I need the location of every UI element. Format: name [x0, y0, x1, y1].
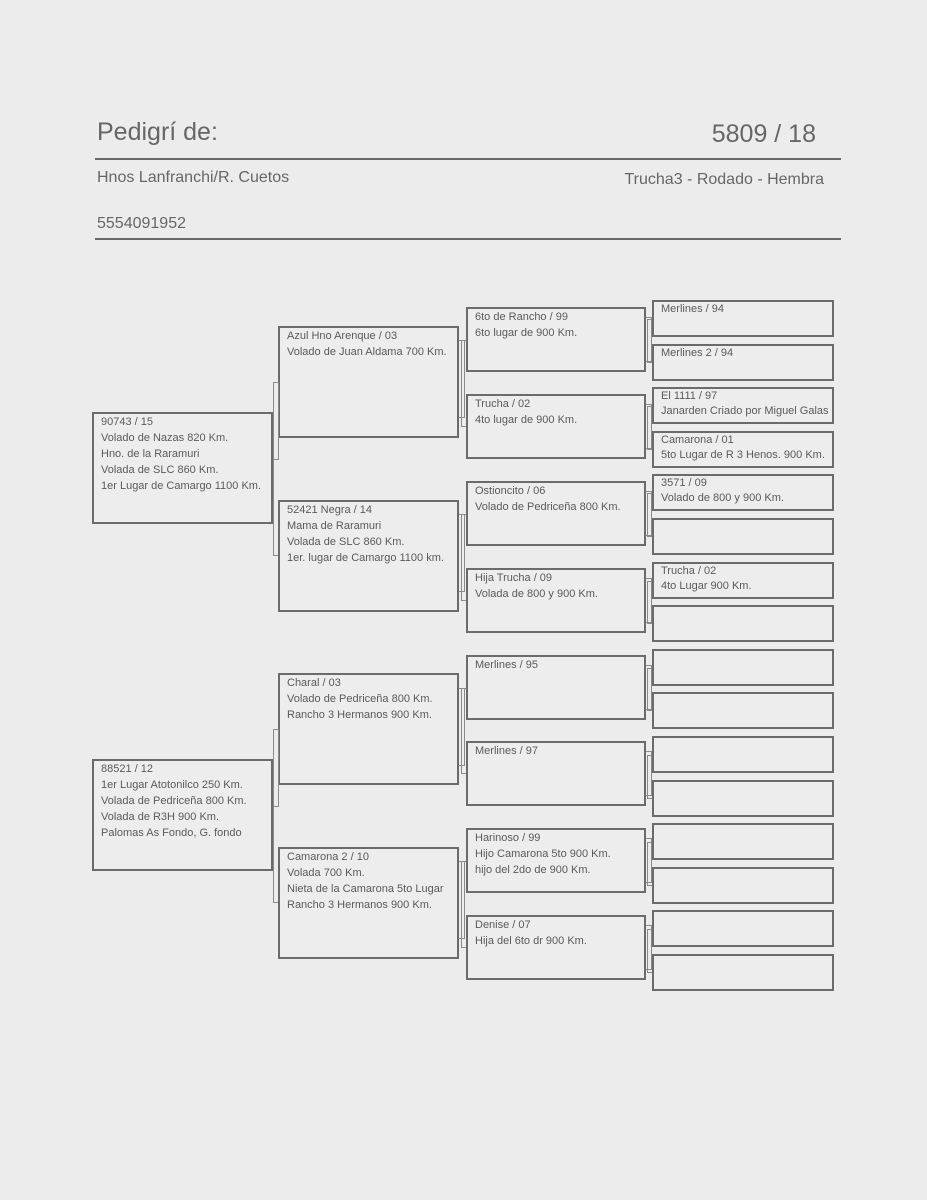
bird-name: 90743 / 15	[101, 416, 153, 428]
bird-name: Camarona / 01	[661, 434, 734, 446]
bird-note: Volado de Pedriceña 800 Km.	[475, 501, 621, 513]
bird-note: Volado de Juan Aldama 700 Km.	[287, 346, 447, 358]
great-grandparent-box	[466, 307, 646, 372]
bird-note: Volado de Nazas 820 Km.	[101, 432, 229, 444]
great-great-grandparent-box	[652, 562, 834, 599]
bird-note: Volada de Pedriceña 800 Km.	[101, 795, 247, 807]
bird-note: Rancho 3 Hermanos 900 Km.	[287, 709, 432, 721]
bird-note: Palomas As Fondo, G. fondo	[101, 827, 242, 839]
bird-name: 52421 Negra / 14	[287, 504, 373, 516]
bird-note: 5to Lugar de R 3 Henos. 900 Km.	[661, 449, 825, 461]
great-great-grandparent-box	[652, 867, 834, 904]
great-great-grandparent-box	[652, 431, 834, 468]
great-great-grandparent-box	[652, 518, 834, 555]
bird-note: hijo del 2do de 900 Km.	[475, 864, 591, 876]
bird-note: 1er Lugar de Camargo 1100 Km.	[101, 480, 261, 492]
connector-line	[647, 929, 652, 973]
great-great-grandparent-box	[652, 910, 834, 947]
bird-name: El 1111 / 97	[661, 390, 718, 402]
bird-name: Trucha / 02	[661, 565, 717, 577]
great-grandparent-box	[466, 481, 646, 546]
connector-line	[461, 861, 466, 948]
bird-note: 4to Lugar 900 Km.	[661, 580, 752, 592]
bird-name: Trucha / 02	[475, 398, 531, 410]
bird-note: Volado de Pedriceña 800 Km.	[287, 693, 433, 705]
ring-id: 5809 / 18	[711, 120, 816, 148]
connector-line	[647, 406, 652, 450]
bird-name: 3571 / 09	[661, 477, 707, 489]
bird-note: 1er Lugar Atotonilco 250 Km.	[101, 779, 243, 791]
bird-name: Merlines / 97	[475, 745, 538, 757]
bird-note: Volada 700 Km.	[287, 867, 365, 879]
great-great-grandparent-box	[652, 387, 834, 424]
bird-note: 4to lugar de 900 Km.	[475, 414, 578, 426]
great-great-grandparent-box	[652, 649, 834, 686]
bird-name: Harinoso / 99	[475, 832, 541, 844]
bird-name: Ostioncito / 06	[475, 485, 546, 497]
bird-name: Merlines 2 / 94	[661, 347, 734, 359]
bird-name: Hija Trucha / 09	[475, 572, 553, 584]
bird-note: 6to lugar de 900 Km.	[475, 327, 578, 339]
connector-line	[273, 729, 278, 903]
bird-note: Hija del 6to dr 900 Km.	[475, 935, 587, 947]
connector-line	[647, 668, 652, 711]
bird-note: Hno. de la Raramuri	[101, 448, 200, 460]
great-great-grandparent-box	[652, 954, 834, 991]
grandparent-box	[278, 673, 459, 785]
great-grandparent-box	[466, 394, 646, 459]
bird-note: Volada de SLC 860 Km.	[101, 464, 219, 476]
great-grandparent-box	[466, 568, 646, 633]
grandparent-box	[278, 847, 459, 959]
connector-line	[647, 493, 652, 537]
bird-name: 6to de Rancho / 99	[475, 311, 568, 323]
connector-line	[647, 581, 652, 624]
connector-line	[461, 688, 466, 774]
great-great-grandparent-box	[652, 736, 834, 773]
page-title: Pedigrí de:	[97, 118, 218, 146]
phone-number: 5554091952	[97, 215, 186, 232]
great-grandparent-box	[466, 915, 646, 980]
header-rule-bottom	[95, 238, 841, 240]
parent-box	[92, 759, 273, 871]
grandparent-box	[278, 500, 459, 612]
great-grandparent-box	[466, 741, 646, 806]
bird-note: Volada de 800 y 900 Km.	[475, 588, 598, 600]
bird-name: 88521 / 12	[101, 763, 153, 775]
bird-name: Charal / 03	[287, 677, 341, 689]
bird-note: 1er. lugar de Camargo 1100 km.	[287, 552, 444, 564]
bird-note: Volada de SLC 860 Km.	[287, 536, 405, 548]
great-grandparent-box	[466, 828, 646, 893]
bird-name: Merlines / 94	[661, 303, 724, 315]
grandparent-box	[278, 326, 459, 438]
connector-line	[647, 755, 652, 799]
great-great-grandparent-box	[652, 300, 834, 337]
bird-note: Volado de 800 y 900 Km.	[661, 492, 784, 504]
connector-line	[647, 842, 652, 886]
great-great-grandparent-box	[652, 605, 834, 642]
connector-line	[461, 340, 466, 427]
bird-note: Nieta de la Camarona 5to Lugar	[287, 883, 444, 895]
great-great-grandparent-box	[652, 344, 834, 381]
bird-note: Janarden Criado por Miguel Galas	[661, 405, 829, 417]
great-great-grandparent-box	[652, 692, 834, 729]
great-great-grandparent-box	[652, 474, 834, 511]
parent-box	[92, 412, 273, 524]
owner-name: Hnos Lanfranchi/R. Cuetos	[97, 169, 290, 186]
great-great-grandparent-box	[652, 823, 834, 860]
bird-name: Merlines / 95	[475, 659, 538, 671]
bird-note: Rancho 3 Hermanos 900 Km.	[287, 899, 432, 911]
bird-note: Mama de Raramuri	[287, 520, 382, 532]
connector-line	[461, 514, 466, 601]
bird-note: Hijo Camarona 5to 900 Km.	[475, 848, 611, 860]
bird-name: Denise / 07	[475, 919, 531, 931]
bird-note: Volada de R3H 900 Km.	[101, 811, 220, 823]
header-rule-top	[95, 158, 841, 160]
bird-name: Camarona 2 / 10	[287, 851, 369, 863]
great-great-grandparent-box	[652, 780, 834, 817]
great-grandparent-box	[466, 655, 646, 720]
bird-description: Trucha3 - Rodado - Hembra	[624, 171, 824, 188]
connector-line	[273, 382, 278, 556]
bird-name: Azul Hno Arenque / 03	[287, 330, 398, 342]
connector-line	[647, 319, 652, 363]
